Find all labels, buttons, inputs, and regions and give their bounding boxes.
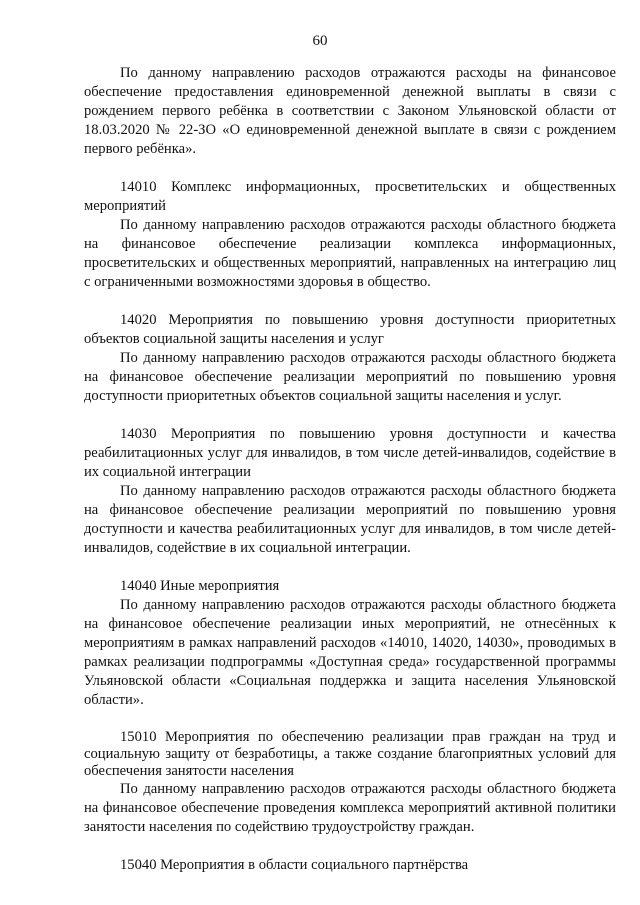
- section-text-14030: По данному направлению расходов отражаются расходы областного бюджета на финансовое обеспечение реализации мероприятий по повышению уровня доступности и качества реабилитационных услуг для инвалидов, в том числе детей-инвалидов, содействие в их социальной интеграции.: [84, 483, 616, 556]
- section-heading-14010: 14010 Комплекс информационных, просветительских и общественных мероприятий: [84, 179, 616, 214]
- section-heading-14030: 14030 Мероприятия по повышению уровня доступности и качества реабилитационных услуг для инвалидов, в том числе детей-инвалидов, содействие в их социальной интеграции: [84, 426, 616, 480]
- section-text-14020: По данному направлению расходов отражаются расходы областного бюджета на финансовое обеспечение реализации мероприятий по повышению уровня доступности приоритетных объектов социальной защиты населения и услуг.: [84, 350, 616, 404]
- section-heading-14040: 14040 Иные мероприятия: [120, 578, 280, 594]
- document-body: [84, 64, 616, 875]
- paragraph-first-child-payment: По данному направлению расходов отражаются расходы на финансовое обеспечение предоставления единовременной денежной выплаты в связи с рождением первого ребёнка в соответствии с Законом Ульяновской области от 18.03.2020 № 22-ЗО «О единовременной денежной выплате в связи с рождением первого ребёнка».: [84, 65, 616, 157]
- section-heading-14020: 14020 Мероприятия по повышению уровня доступности приоритетных объектов социальной защиты населения и услуг: [84, 312, 616, 347]
- section-text-14040: По данному направлению расходов отражаются расходы областного бюджета на финансовое обеспечение реализации иных мероприятий, не отнесённых к мероприятиям в рамках направлений расходов «14010, 14020, 14030», проводимых в рамках реализации подпрограммы «Доступная среда» государственной программы Ульяновской области «Социальная поддержка и защита населения Ульяновской области».: [84, 597, 616, 708]
- section-heading-15040: 15040 Мероприятия в области социального партнёрства: [120, 857, 469, 873]
- page-number: 60: [312, 33, 328, 49]
- section-text-15010: По данному направлению расходов отражаются расходы областного бюджета на финансовое обеспечение проведения комплекса мероприятий активной политики занятости населения по содействию трудоустройству граждан.: [84, 781, 616, 835]
- section-text-14010: По данному направлению расходов отражаются расходы областного бюджета на финансовое обеспечение реализации комплекса информационных, просветительских и общественных мероприятий, направленных на интеграцию лиц с ограниченными возможностями здоровья в общество.: [84, 217, 616, 290]
- section-heading-15010: 15010 Мероприятия по обеспечению реализации прав граждан на труд и социальную защиту от безработицы, а также создание благоприятных условий для обеспечения занятости населения: [84, 729, 616, 779]
